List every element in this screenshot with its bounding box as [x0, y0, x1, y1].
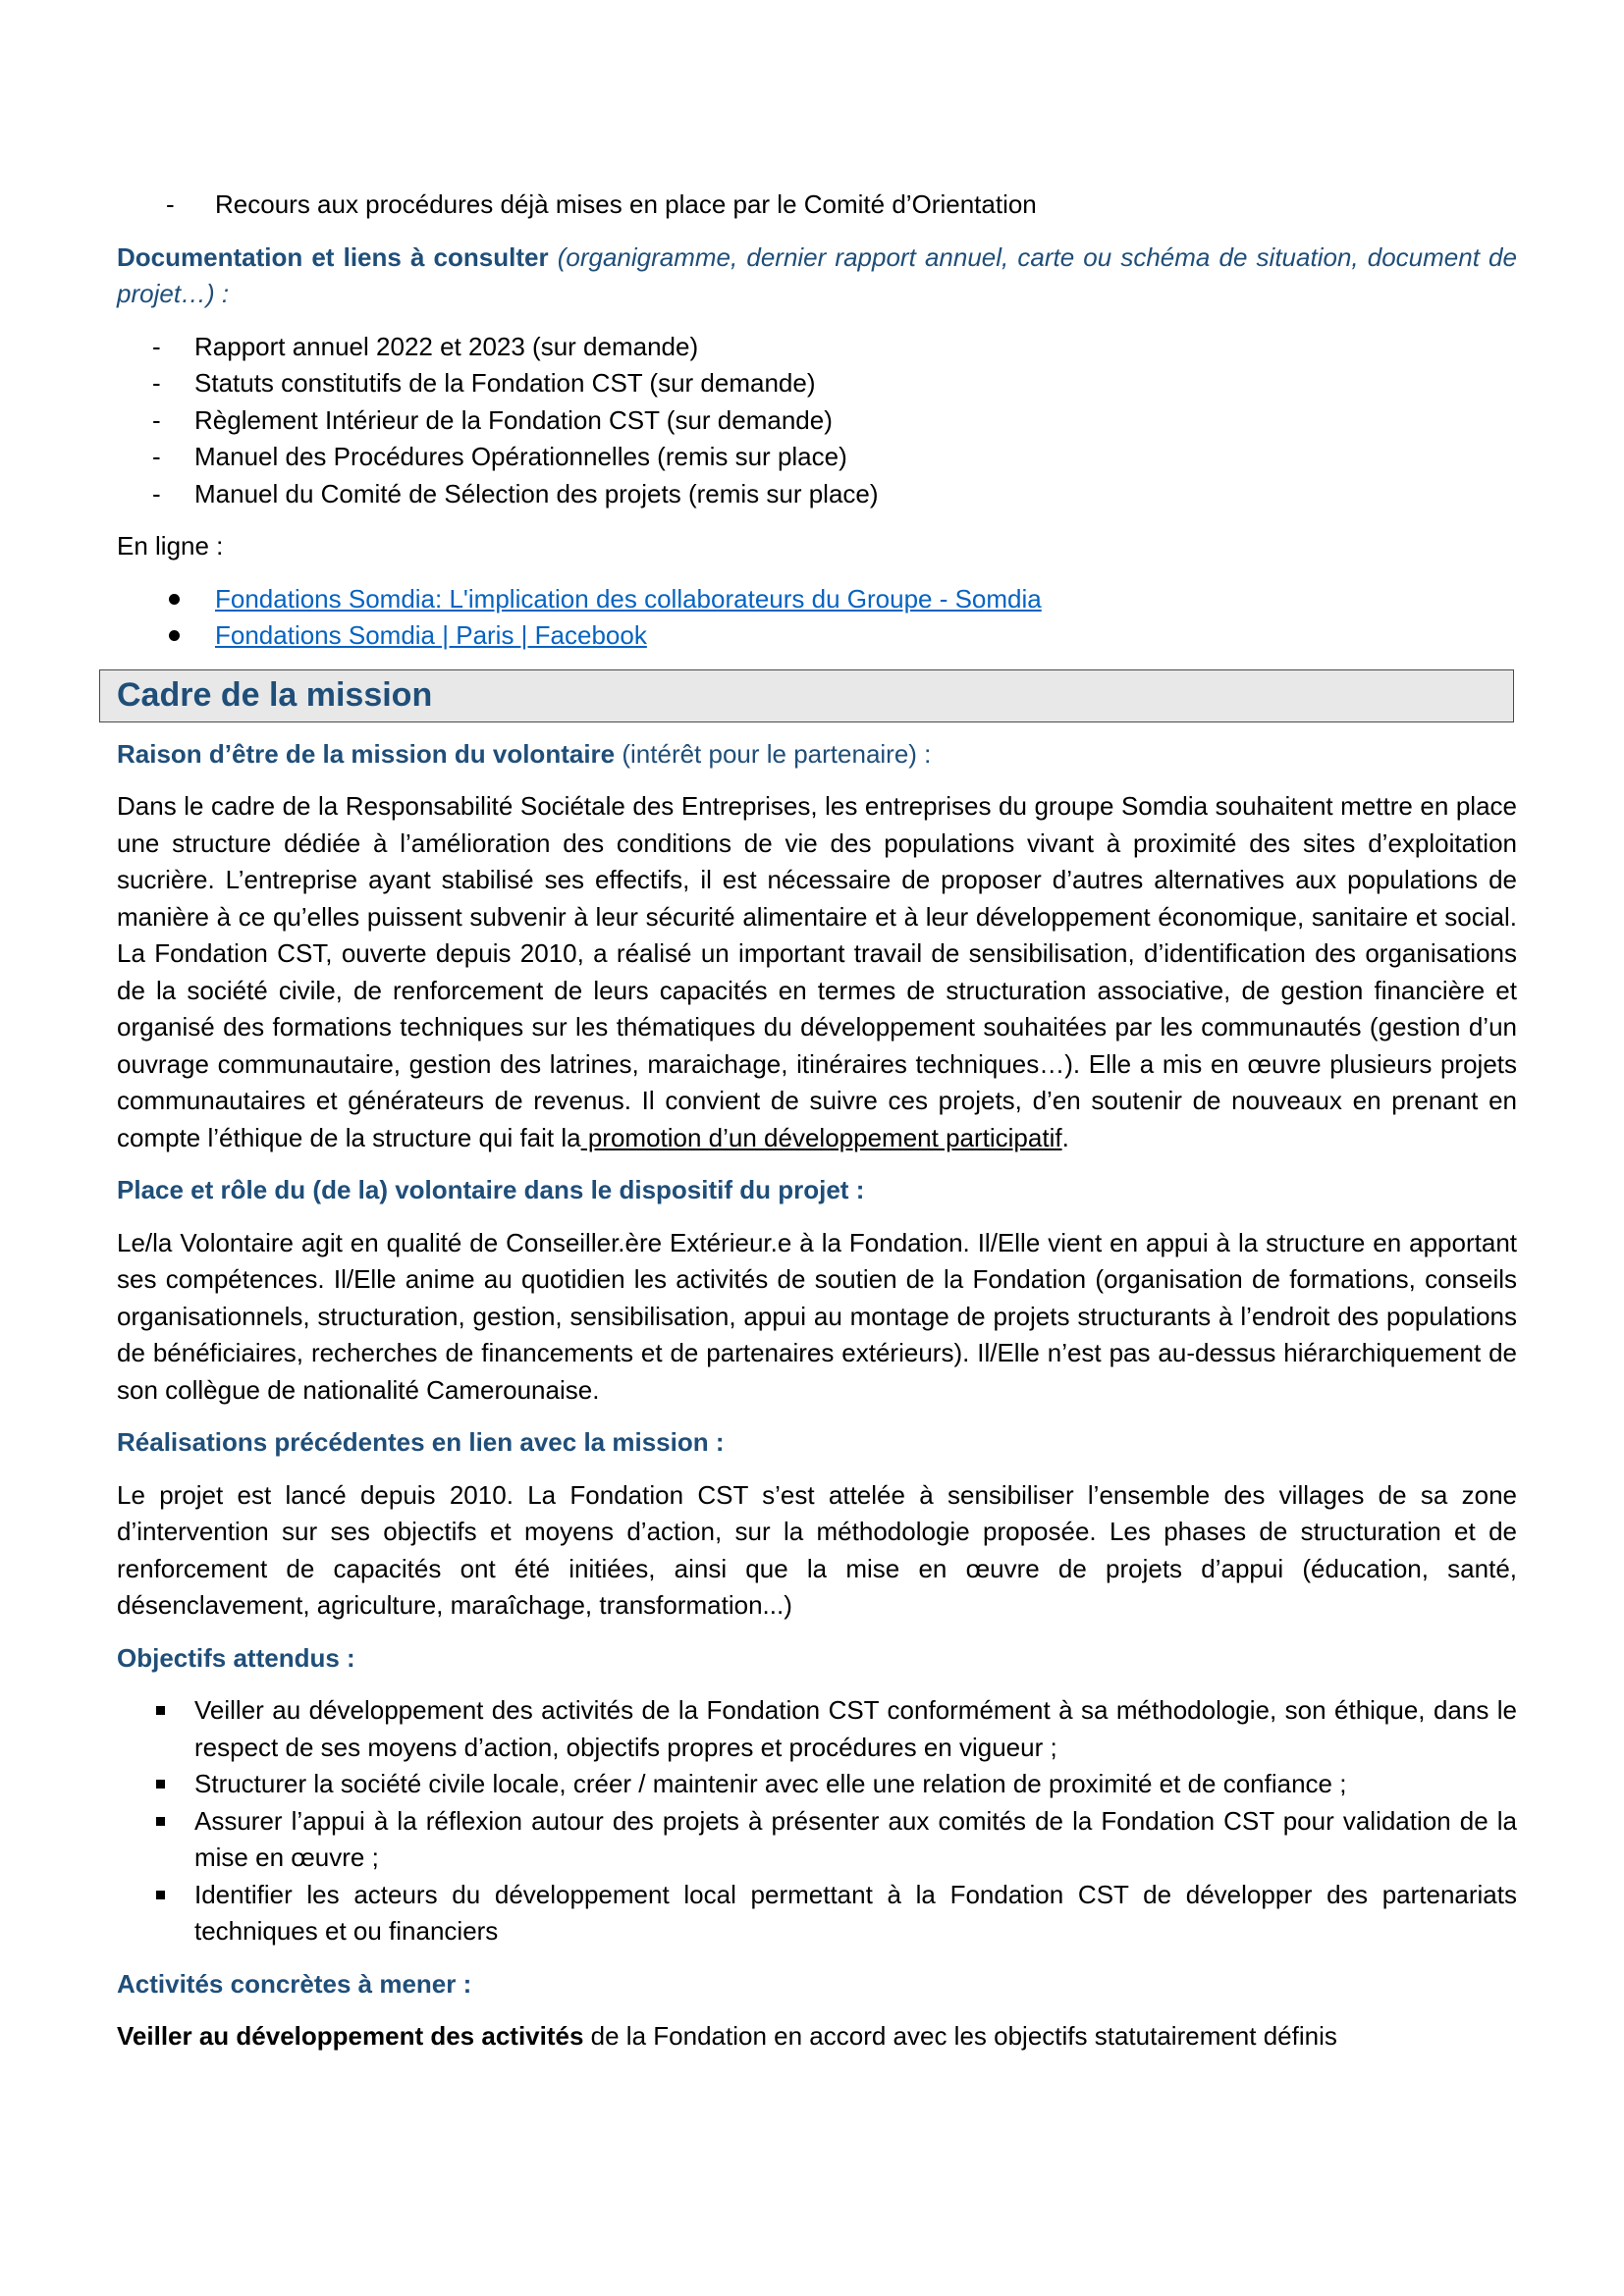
activites-heading: Activités concrètes à mener :	[117, 1968, 472, 1999]
dash-marker: -	[152, 478, 161, 508]
list-item: - Manuel des Procédures Opérationnelles (remis sur place)	[117, 439, 1517, 476]
docs-note: (organigramme, dernier rapport annuel, carte ou schéma de situation, document de projet…) :	[117, 241, 1517, 308]
list-item	[117, 187, 1517, 224]
list-item	[117, 617, 1517, 655]
activites-bold: Veiller au développement des activités	[117, 2021, 584, 2051]
section-header	[99, 669, 1514, 722]
link-somdia-facebook[interactable]: Fondations Somdia | Paris | Facebook	[215, 620, 647, 650]
list-item-text: Recours aux procédures déjà mises en place par le Comité d’Orientation	[215, 189, 1037, 219]
raison-note: (intérêt pour le partenaire) :	[622, 738, 932, 769]
links-list	[117, 581, 1517, 655]
place-body: Le/la Volontaire agit en qualité de Conseiller.ère Extérieur.e à la Fondation. Il/Elle vient en appui à la structure en apportant ses compétences. Il/Elle anime au quotidien les activités de soutien de la Fondation (organisation de formations, conseils organisationnels, structuration, gestion, sensibilisation, appui au montage de projets structurants à l’endroit des populations de bénéficiaires, recherches de financements et de partenaires extérieurs). Il/Elle n’est pas au-dessus hiérarchiquement de son collègue de nationalité Camerounaise.	[117, 1227, 1517, 1405]
square-bullet-icon	[156, 1706, 165, 1715]
place-heading: Place et rôle du (de la) volontaire dans le dispositif du projet :	[117, 1175, 865, 1204]
docs-list	[117, 329, 1517, 513]
activites-body: Veiller au développement des activités de la Fondation en accord avec les objectifs statutairement définis	[117, 2021, 1337, 2051]
document-page	[117, 187, 1517, 2056]
raison-heading: Raison d’être de la mission du volontaire	[117, 738, 616, 769]
dash-marker: -	[152, 331, 161, 361]
underlined-phrase: promotion d’un développement participatif	[580, 1122, 1062, 1152]
docs-heading: Documentation et liens à consulter	[117, 241, 549, 272]
bullet-icon	[169, 630, 180, 641]
list-item: Veiller au développement des activités de la Fondation CST conformément à sa méthodologie, son éthique, dans le respect de ses moyens d’action, objectifs propres et procédures en vigueur ;	[117, 1692, 1517, 1766]
list-item: Identifier les acteurs du développement local permettant à la Fondation CST de développer des partenariats techniques et ou financiers	[117, 1877, 1517, 1950]
list-item: - Statuts constitutifs de la Fondation CST (sur demande)	[117, 365, 1517, 402]
dash-marker: -	[152, 442, 161, 471]
dash-marker: -	[166, 189, 175, 219]
objectifs-heading: Objectifs attendus :	[117, 1642, 355, 1673]
section-title: Cadre de la mission	[117, 675, 433, 714]
docs-heading-paragraph	[117, 240, 1517, 313]
list-item: - Manuel du Comité de Sélection des projets (remis sur place)	[117, 476, 1517, 513]
link-somdia-collaborateurs[interactable]: Fondations Somdia: L'implication des collaborateurs du Groupe - Somdia	[215, 583, 1042, 614]
online-label: En ligne :	[117, 531, 224, 561]
square-bullet-icon	[156, 1891, 165, 1899]
dash-marker: -	[152, 404, 161, 435]
list-item: Assurer l’appui à la réflexion autour des projets à présenter aux comités de la Fondation CST pour validation de la mise en œuvre ;	[117, 1803, 1517, 1877]
list-item	[117, 581, 1517, 618]
objectifs-list	[117, 1692, 1517, 1950]
raison-heading-paragraph	[117, 736, 1517, 774]
bullet-icon	[169, 594, 180, 605]
dash-marker: -	[152, 368, 161, 398]
square-bullet-icon	[156, 1817, 165, 1826]
realisations-body: Le projet est lancé depuis 2010. La Fondation CST s’est attelée à sensibiliser l’ensemble des villages de sa zone d’intervention sur ses objectifs et moyens d’action, sur la méthodologie proposée. Les phases de structuration et de renforcement de capacités ont été initiées, ainsi que la mise en œuvre de projets d’appui (éducation, santé, désenclavement, agriculture, maraîchage, transformation...)	[117, 1479, 1517, 1620]
top-list	[117, 187, 1517, 224]
realisations-heading: Réalisations précédentes en lien avec la mission :	[117, 1427, 725, 1457]
list-item: - Rapport annuel 2022 et 2023 (sur demande)	[117, 329, 1517, 366]
raison-body: Dans le cadre de la Responsabilité Sociétale des Entreprises, les entreprises du groupe Somdia souhaitent mettre en place une structure dédiée à l’amélioration des conditions de vie des populations vivant à proximité des sites d’exploitation sucrière. L’entreprise ayant stabilisé ses effectifs, il est nécessaire de proposer d’autres alternatives aux populations de manière à ce qu’elles puissent subvenir à leur sécurité alimentaire et à leur développement économique, sanitaire et social. La Fondation CST, ouverte depuis 2010, a réalisé un important travail de sensibilisation, d’identification des organisations de la société civile, de renforcement de leurs capacités en termes de structuration associative, de gestion financière et organisé des formations techniques sur les thématiques du développement souhaitées par les communautés (gestion d’un ouvrage communautaire, gestion des latrines, maraichage, itinéraires techniques…). Elle a mis en œuvre plusieurs projets communautaires et générateurs de revenus. Il convient de suivre ces projets, d’en soutenir de nouveaux en prenant en compte l’éthique de la structure qui fait la promotion d’un développement participatif.	[117, 791, 1517, 1152]
list-item: - Règlement Intérieur de la Fondation CST (sur demande)	[117, 402, 1517, 440]
list-item: Structurer la société civile locale, créer / maintenir avec elle une relation de proximité et de confiance ;	[117, 1766, 1517, 1803]
square-bullet-icon	[156, 1780, 165, 1789]
